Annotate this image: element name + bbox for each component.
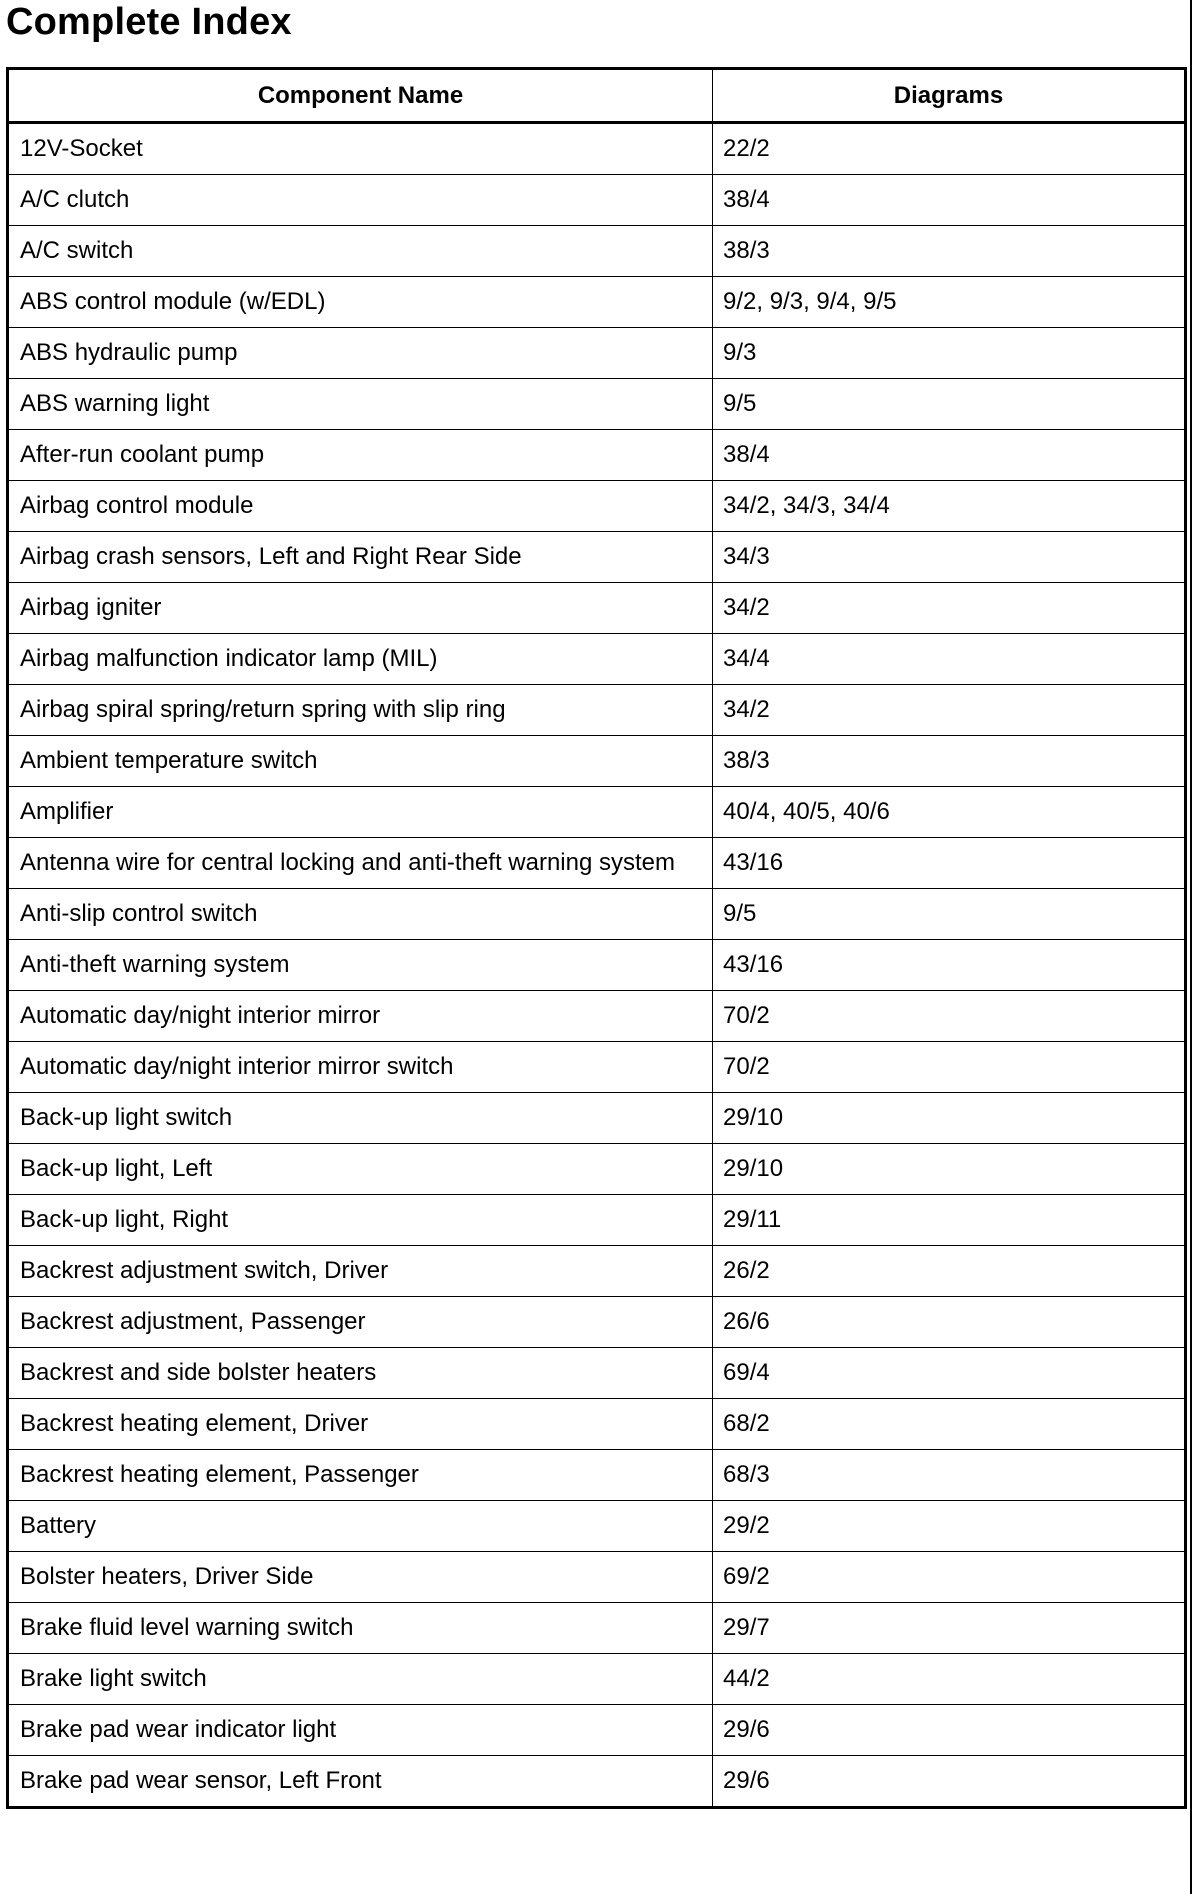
diagrams-cell: 43/16 bbox=[713, 940, 1186, 991]
table-row bbox=[8, 1552, 1186, 1603]
component-name-cell: Battery bbox=[8, 1501, 713, 1552]
diagrams-cell: 9/2, 9/3, 9/4, 9/5 bbox=[713, 277, 1186, 328]
diagrams-cell: 68/3 bbox=[713, 1450, 1186, 1501]
diagrams-cell: 43/16 bbox=[713, 838, 1186, 889]
diagrams-cell: 68/2 bbox=[713, 1399, 1186, 1450]
component-name-cell: Airbag crash sensors, Left and Right Rear Side bbox=[8, 532, 713, 583]
table-row bbox=[8, 685, 1186, 736]
diagrams-cell: 69/2 bbox=[713, 1552, 1186, 1603]
component-name-cell: Backrest adjustment, Passenger bbox=[8, 1297, 713, 1348]
diagrams-cell: 34/4 bbox=[713, 634, 1186, 685]
table-row bbox=[8, 328, 1186, 379]
diagrams-cell: 34/3 bbox=[713, 532, 1186, 583]
component-name-cell: After-run coolant pump bbox=[8, 430, 713, 481]
component-name-cell: Brake pad wear indicator light bbox=[8, 1705, 713, 1756]
component-name-cell: Automatic day/night interior mirror bbox=[8, 991, 713, 1042]
component-name-cell: Bolster heaters, Driver Side bbox=[8, 1552, 713, 1603]
table-row bbox=[8, 787, 1186, 838]
component-index-table bbox=[6, 67, 1187, 1809]
diagrams-cell: 29/10 bbox=[713, 1144, 1186, 1195]
table-row bbox=[8, 1450, 1186, 1501]
component-name-cell: Brake pad wear sensor, Left Front bbox=[8, 1756, 713, 1808]
component-name-cell: Ambient temperature switch bbox=[8, 736, 713, 787]
component-name-cell: ABS warning light bbox=[8, 379, 713, 430]
table-row bbox=[8, 1705, 1186, 1756]
diagrams-cell: 38/4 bbox=[713, 175, 1186, 226]
diagrams-cell: 34/2 bbox=[713, 583, 1186, 634]
table-row bbox=[8, 634, 1186, 685]
diagrams-cell: 70/2 bbox=[713, 1042, 1186, 1093]
page-title: Complete Index bbox=[6, 1, 292, 43]
table-row bbox=[8, 277, 1186, 328]
table-row bbox=[8, 532, 1186, 583]
component-name-cell: Automatic day/night interior mirror switch bbox=[8, 1042, 713, 1093]
column-header-component-name: Component Name bbox=[8, 69, 713, 123]
table-row bbox=[8, 1246, 1186, 1297]
table-row bbox=[8, 175, 1186, 226]
component-name-cell: Back-up light, Left bbox=[8, 1144, 713, 1195]
table-row bbox=[8, 1603, 1186, 1654]
diagrams-cell: 34/2 bbox=[713, 685, 1186, 736]
component-name-cell: A/C clutch bbox=[8, 175, 713, 226]
diagrams-cell: 44/2 bbox=[713, 1654, 1186, 1705]
component-name-cell: ABS control module (w/EDL) bbox=[8, 277, 713, 328]
diagrams-cell: 38/4 bbox=[713, 430, 1186, 481]
component-name-cell: Brake light switch bbox=[8, 1654, 713, 1705]
component-name-cell: A/C switch bbox=[8, 226, 713, 277]
component-name-cell: ABS hydraulic pump bbox=[8, 328, 713, 379]
diagrams-cell: 29/11 bbox=[713, 1195, 1186, 1246]
component-name-cell: Backrest heating element, Driver bbox=[8, 1399, 713, 1450]
diagrams-cell: 40/4, 40/5, 40/6 bbox=[713, 787, 1186, 838]
diagrams-cell: 29/6 bbox=[713, 1705, 1186, 1756]
diagrams-cell: 29/10 bbox=[713, 1093, 1186, 1144]
table-row bbox=[8, 226, 1186, 277]
component-name-cell: Brake fluid level warning switch bbox=[8, 1603, 713, 1654]
table-row bbox=[8, 583, 1186, 634]
diagrams-cell: 9/5 bbox=[713, 889, 1186, 940]
table-row bbox=[8, 379, 1186, 430]
component-name-cell: Airbag control module bbox=[8, 481, 713, 532]
component-name-cell: Amplifier bbox=[8, 787, 713, 838]
component-name-cell: Airbag spiral spring/return spring with slip ring bbox=[8, 685, 713, 736]
component-name-cell: Backrest and side bolster heaters bbox=[8, 1348, 713, 1399]
table-row bbox=[8, 1501, 1186, 1552]
diagrams-cell: 38/3 bbox=[713, 226, 1186, 277]
diagrams-cell: 9/3 bbox=[713, 328, 1186, 379]
table-row bbox=[8, 736, 1186, 787]
diagrams-cell: 70/2 bbox=[713, 991, 1186, 1042]
component-name-cell: Antenna wire for central locking and anti-theft warning system bbox=[8, 838, 713, 889]
diagrams-cell: 29/6 bbox=[713, 1756, 1186, 1808]
table-body bbox=[8, 123, 1186, 1808]
table-header-row bbox=[8, 69, 1186, 123]
table-row bbox=[8, 1399, 1186, 1450]
page-right-border bbox=[1190, 0, 1192, 1894]
component-name-cell: Anti-slip control switch bbox=[8, 889, 713, 940]
table-row bbox=[8, 940, 1186, 991]
table-row bbox=[8, 1093, 1186, 1144]
component-name-cell: 12V-Socket bbox=[8, 123, 713, 175]
component-name-cell: Airbag malfunction indicator lamp (MIL) bbox=[8, 634, 713, 685]
table-row bbox=[8, 123, 1186, 175]
diagrams-cell: 38/3 bbox=[713, 736, 1186, 787]
component-name-cell: Back-up light switch bbox=[8, 1093, 713, 1144]
table-row bbox=[8, 889, 1186, 940]
table-row bbox=[8, 1297, 1186, 1348]
table-row bbox=[8, 1042, 1186, 1093]
table-row bbox=[8, 991, 1186, 1042]
component-name-cell: Anti-theft warning system bbox=[8, 940, 713, 991]
column-header-diagrams: Diagrams bbox=[713, 69, 1186, 123]
diagrams-cell: 29/7 bbox=[713, 1603, 1186, 1654]
table-row bbox=[8, 481, 1186, 532]
table-row bbox=[8, 1195, 1186, 1246]
component-name-cell: Airbag igniter bbox=[8, 583, 713, 634]
table-row bbox=[8, 430, 1186, 481]
diagrams-cell: 26/2 bbox=[713, 1246, 1186, 1297]
diagrams-cell: 29/2 bbox=[713, 1501, 1186, 1552]
table-row bbox=[8, 1654, 1186, 1705]
table-row bbox=[8, 1756, 1186, 1808]
table-row bbox=[8, 1348, 1186, 1399]
component-name-cell: Back-up light, Right bbox=[8, 1195, 713, 1246]
diagrams-cell: 69/4 bbox=[713, 1348, 1186, 1399]
table-row bbox=[8, 838, 1186, 889]
table-row bbox=[8, 1144, 1186, 1195]
component-name-cell: Backrest adjustment switch, Driver bbox=[8, 1246, 713, 1297]
diagrams-cell: 34/2, 34/3, 34/4 bbox=[713, 481, 1186, 532]
diagrams-cell: 22/2 bbox=[713, 123, 1186, 175]
component-name-cell: Backrest heating element, Passenger bbox=[8, 1450, 713, 1501]
diagrams-cell: 9/5 bbox=[713, 379, 1186, 430]
diagrams-cell: 26/6 bbox=[713, 1297, 1186, 1348]
